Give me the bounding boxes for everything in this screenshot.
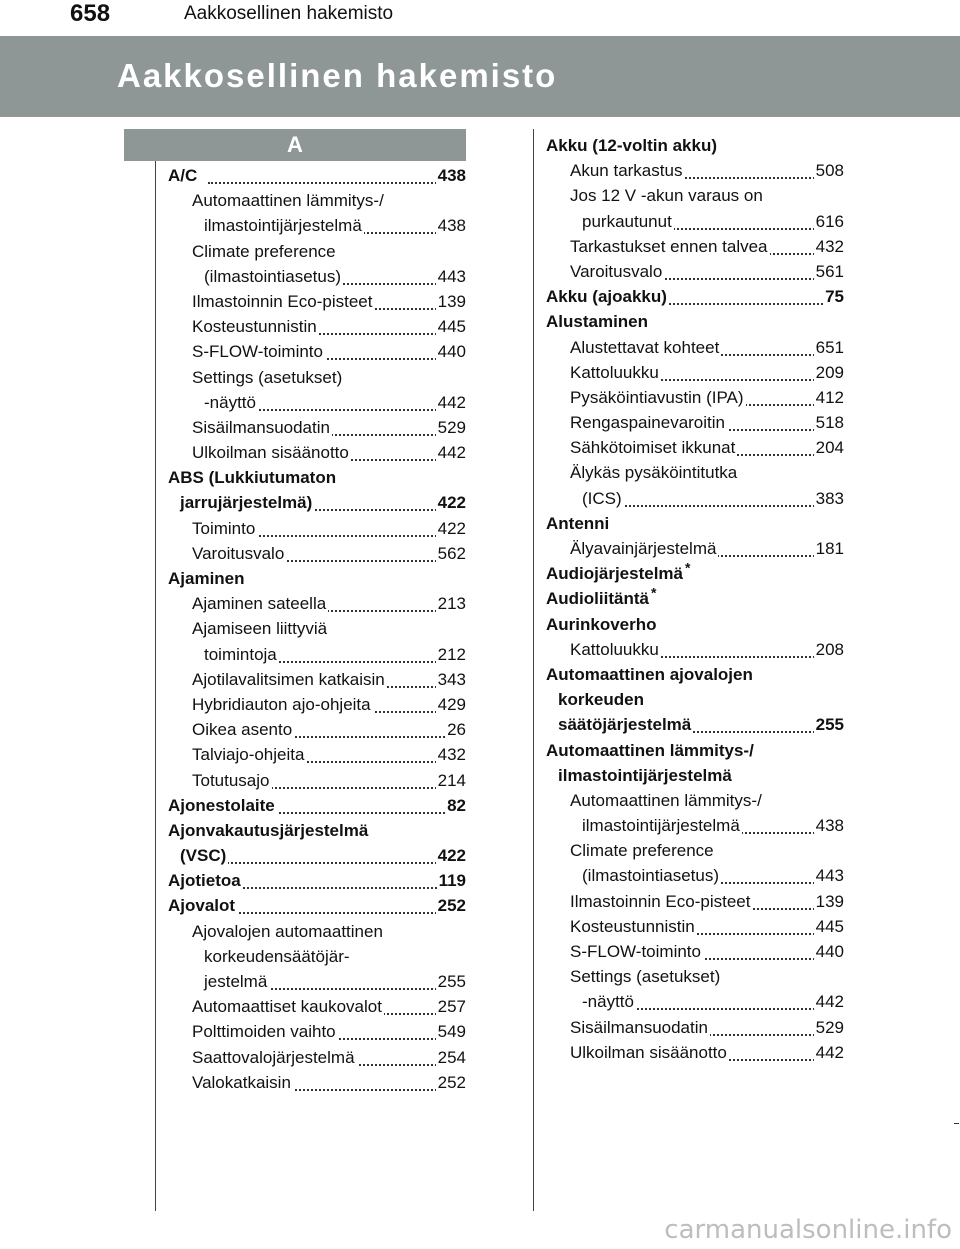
edge-mark [954,1123,959,1124]
index-entry-page: 26 [445,717,466,742]
index-entry [546,511,844,536]
index-entry-label: Ajaminen [168,569,245,588]
index-entry-page: 443 [814,863,844,888]
watermark: carmanualsonline.info [664,1215,952,1245]
index-entry [546,662,844,687]
index-entry [546,158,844,183]
index-entry-label: Ajamiseen liittyviä [192,619,328,639]
index-entry [546,712,844,737]
index-entry [546,889,844,914]
index-entry [168,969,466,994]
index-entry-page: 75 [823,284,844,309]
index-entry-label: Automaattinen ajovalojen [546,664,753,684]
index-entry-page: 440 [814,939,844,964]
index-entry-page: 255 [814,712,844,737]
index-entry-label: (ilmastointiasetus) [582,866,719,886]
index-entry-page: 139 [436,289,466,314]
index-entry-label: Akku (ajoakku) [546,287,667,307]
index-entry [546,914,844,939]
index-entry [168,264,466,289]
banner-title: Aakkosellinen hakemisto [117,57,558,94]
index-entry [168,390,466,415]
index-entry-label: Varoitusvalo [192,543,285,563]
index-entry-label: Ajotietoa [168,871,241,891]
index-entry [168,314,466,339]
index-entry [546,612,844,637]
index-entry-label: Settings (asetukset) [192,367,343,387]
index-entry-label: A/C [168,166,198,185]
index-entry-label: Sähkötoimiset ikkunat [570,438,736,458]
index-entry-page: 255 [436,969,466,994]
index-entry-label: Automaattinen lämmitys-/ [546,740,754,760]
index-entry-label: Kattoluukku [570,362,659,382]
index-entry-label: (ICS) [582,488,622,508]
footnote-marker: * [685,559,691,576]
index-entry-label: Audiojärjestelmä [546,564,683,584]
index-entry-label: Climate preference [570,841,714,861]
index-entry-label: Akku (12-voltin akku) [546,136,717,155]
index-entry-page: 139 [814,889,844,914]
index-entry [546,939,844,964]
index-entry-page: 209 [814,360,844,385]
index-entry-label: Älykäs pysäköintitutka [570,463,738,483]
index-entry-page: 254 [436,1045,466,1070]
index-entry [168,213,466,238]
index-entry-label: Ajovalojen automaattinen [192,921,383,941]
index-entry [546,687,844,712]
index-entry [168,692,466,717]
left-index-column [168,163,466,1095]
index-entry [546,410,844,435]
index-entry-label: Pysäköintiavustin (IPA) [570,387,744,407]
index-entry [546,561,844,586]
index-entry [546,460,844,485]
index-entry-label: Kosteustunnistin [192,317,317,337]
index-entry-label: Oikea asento [192,720,293,740]
index-entry [168,893,466,918]
index-entry-page: 442 [436,390,466,415]
index-entry-label: Ulkoilman sisäänotto [192,443,349,463]
index-entry-page: 412 [814,385,844,410]
index-entry-page: 422 [436,516,466,541]
index-entry-label: purkautunut [582,211,672,231]
index-entry-page: 252 [436,893,466,918]
index-entry-label: -näyttö [582,992,634,1012]
index-entry-label: Talviajo-ohjeita [192,745,305,765]
index-entry-label: Ajotilavalitsimen katkaisin [192,669,385,689]
index-entry-page: 82 [445,793,466,818]
index-entry-page: 443 [436,264,466,289]
index-entry [168,365,466,390]
index-entry-label: Ajonestolaite [168,795,275,815]
index-entry-label: Totutusajo [192,770,270,790]
index-entry [168,239,466,264]
index-entry-page: 252 [436,1070,466,1095]
index-entry-page: 212 [436,642,466,667]
index-entry [546,1040,844,1065]
index-entry-page: 440 [436,339,466,364]
footnote-marker: * [650,584,657,601]
index-entry [168,1045,466,1070]
index-entry [546,486,844,511]
index-entry [168,516,466,541]
index-entry-page: 422 [436,490,466,515]
index-entry-label: S-FLOW-toiminto [192,342,323,362]
index-entry-label: ilmastointijärjestelmä [582,816,740,836]
index-entry [168,566,466,591]
index-entry [168,793,466,818]
index-entry-page: 616 [814,209,844,234]
index-entry [546,309,844,334]
index-entry-label: Akun tarkastus [570,161,683,181]
index-entry-label: S-FLOW-toiminto [570,942,701,961]
index-entry [546,763,844,788]
index-entry-label: Rengaspainevaroitin [570,413,725,433]
index-entry-label: Ajonvakautusjärjestelmä [168,820,369,840]
index-entry-label: (ilmastointiasetus) [204,266,341,286]
index-entry-label: Ajovalot [168,896,236,916]
index-entry-page: 445 [436,314,466,339]
index-entry [168,868,466,893]
index-entry-label: Polttimoiden vaihto [192,1022,336,1042]
index-entry-label: Valokatkaisin [192,1072,291,1092]
index-entry-label: Toiminto [192,518,256,538]
index-entry [546,234,844,259]
index-entry-page: 429 [436,692,466,717]
index-entry-label: Audioliitäntä [546,589,649,609]
index-entry [168,465,466,490]
index-entry [546,259,844,284]
index-entry-page: 119 [437,868,466,893]
index-entry-label: Ajaminen sateella [192,594,327,614]
index-entry-label: Ulkoilman sisäänotto [570,1042,727,1062]
index-entry-label: Kattoluukku [570,639,659,659]
index-entry-page: 438 [814,813,844,838]
index-entry-label: Sisäilmansuodatin [570,1017,708,1037]
index-entry-page: 442 [814,1040,844,1065]
index-entry-page: 442 [814,989,844,1014]
index-entry [546,435,844,460]
index-entry-page: 651 [814,335,844,360]
index-entry-page: 383 [814,486,844,511]
title-banner [0,36,960,117]
index-entry-page: 181 [814,536,844,561]
index-entry-label: Alustettavat kohteet [570,337,720,357]
index-entry [168,591,466,616]
left-column-rule [155,161,156,1211]
index-entry-label: -näyttö [204,392,256,412]
index-entry [168,1070,466,1095]
index-entry [546,637,844,662]
index-entry-page: 529 [436,415,466,440]
index-entry-page: 213 [436,591,466,616]
index-entry-page: 208 [814,637,844,662]
index-entry-page: 422 [436,843,466,868]
index-entry-label: Sisäilmansuodatin [192,417,330,437]
index-entry-label: Kosteustunnistin [570,916,695,936]
index-entry-label: Settings (asetukset) [570,967,721,987]
index-entry-label: jestelmä [204,972,268,991]
index-entry [168,944,466,969]
index-entry [168,919,466,944]
index-entry [168,1019,466,1044]
index-entry [546,360,844,385]
index-entry-label: Tarkastukset ennen talvea [570,236,768,256]
index-entry-label: säätöjärjestelmä [558,715,692,735]
index-entry [546,738,844,763]
index-entry [168,818,466,843]
index-entry [546,536,844,561]
index-entry [546,133,844,158]
index-entry [546,838,844,863]
index-entry-page: 529 [814,1015,844,1040]
index-entry-label: Saattovalojärjestelmä [192,1047,355,1067]
index-entry [168,642,466,667]
index-entry-label: ilmastointijärjestelmä [558,765,732,785]
index-entry-label: Varoitusvalo [570,261,663,281]
index-entry-page: 445 [814,914,844,939]
index-entry [168,415,466,440]
index-entry-label: korkeuden [558,690,644,710]
index-entry [168,843,466,868]
index-entry-page: 438 [436,163,466,188]
index-entry [168,289,466,314]
index-entry-label: toimintoja [204,644,277,664]
index-entry-page: 432 [436,742,466,767]
index-entry [168,667,466,692]
index-entry-label: Ilmastoinnin Eco-pisteet [570,891,751,911]
index-entry-page: 214 [436,768,466,793]
index-entry-page: 508 [814,158,844,183]
index-entry [546,586,844,611]
index-entry-label: Automaattiset kaukovalot [192,997,382,1017]
index-entry [546,863,844,888]
running-head: Aakkosellinen hakemisto [184,3,394,24]
index-entry-label: ilmastointijärjestelmä [204,216,362,236]
index-entry-page: 561 [814,259,844,284]
index-entry-label: Älyavainjärjestelmä [570,539,717,558]
index-entry-label: Alustaminen [546,312,649,332]
index-entry-label: jarrujärjestelmä) [180,493,313,513]
index-entry-label: korkeudensäätöjär- [204,946,350,966]
index-entry [546,183,844,208]
index-entry-page: 518 [814,410,844,435]
index-entry-page: 343 [436,667,466,692]
index-entry [168,440,466,465]
index-entry-label: Aurinkoverho [546,614,657,634]
index-entry [168,616,466,641]
index-entry [546,989,844,1014]
index-entry-label: Antenni [546,513,610,533]
index-entry [546,1015,844,1040]
index-entry [546,385,844,410]
index-entry-page: 257 [436,994,466,1019]
index-entry-page: 204 [814,435,844,460]
index-entry [546,335,844,360]
index-entry-page: 562 [436,541,466,566]
center-column-rule [533,129,534,1211]
index-entry [168,742,466,767]
index-entry [168,188,466,213]
index-entry-label: Automaattinen lämmitys-/ [192,191,384,211]
index-entry [546,964,844,989]
index-entry-page: 438 [436,213,466,238]
index-entry [168,339,466,364]
index-entry [546,284,844,309]
index-entry [168,994,466,1019]
page-number: 658 [70,0,111,27]
index-entry-label: Automaattinen lämmitys-/ [570,790,762,810]
index-entry [546,813,844,838]
section-letter-header: A [124,129,466,161]
index-entry [546,209,844,234]
index-entry-page: 432 [814,234,844,259]
index-entry-label: Ilmastoinnin Eco-pisteet [192,291,373,311]
index-entry [546,788,844,813]
index-entry [168,768,466,793]
index-entry [168,490,466,515]
index-entry-label: Hybridiauton ajo-ohjeita [192,694,371,714]
index-entry-label: (VSC) [180,846,227,866]
index-entry [168,717,466,742]
index-entry-label: Climate preference [192,241,336,261]
index-entry-page: 549 [436,1019,466,1044]
index-entry [168,163,466,188]
right-index-column [546,133,844,1065]
index-entry [168,541,466,566]
index-entry-label: Jos 12 V -akun varaus on [570,186,763,206]
index-entry-page: 442 [436,440,466,465]
index-entry-label: ABS (Lukkiutumaton [168,468,337,488]
